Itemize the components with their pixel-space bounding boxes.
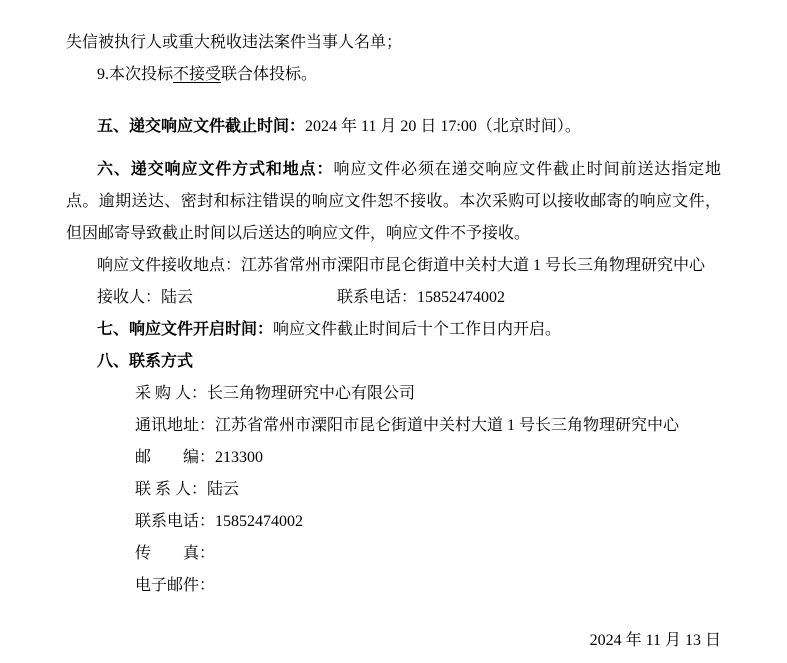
section5-heading: 五、递交响应文件截止时间： <box>97 118 306 135</box>
section5-body: 2024 年 11 月 20 日 17:00（北京时间）。 <box>305 118 581 135</box>
contact-value: 陆云 <box>207 481 240 498</box>
section6-paragraph <box>66 154 721 250</box>
clause9-line <box>66 59 721 91</box>
receiver-line <box>66 282 721 314</box>
section5-line <box>66 111 721 143</box>
receive-location-line <box>66 250 721 282</box>
clause9-suffix: 联合体投标。 <box>221 66 318 83</box>
contact-label: 邮 编： <box>135 449 216 466</box>
section7-line <box>66 314 721 346</box>
contact-label: 通讯地址： <box>135 417 216 434</box>
contact-row-phone <box>135 506 721 538</box>
section7-body: 响应文件截止时间后十个工作日内开启。 <box>273 321 562 338</box>
contact-row-purchaser <box>135 378 721 410</box>
contact-value: 213300 <box>215 449 264 466</box>
contact-value: 15852474002 <box>215 513 304 530</box>
contact-row-email <box>135 570 721 602</box>
section6-heading: 六、递交响应文件方式和地点： <box>97 161 334 178</box>
contact-value: 长三角物理研究中心有限公司 <box>207 385 416 402</box>
contact-row-postcode <box>135 442 721 474</box>
contact-value: 江苏省常州市溧阳市昆仑街道中关村大道 1 号长三角物理研究中心 <box>215 417 680 434</box>
contact-row-address <box>135 410 721 442</box>
receiver-phone-label: 联系电话： <box>337 289 418 306</box>
document-date: 2024 年 11 月 13 日 <box>589 632 721 649</box>
carryover-line: 失信被执行人或重大税收违法案件当事人名单； <box>66 34 403 51</box>
contact-row-fax <box>135 538 721 570</box>
contact-label: 联 系 人： <box>135 481 208 498</box>
section6-body: 响应文件必须在递交响应文件截止时间前送达指定地点。逾期送达、密封和标注错误的响应文件恕不接收。本次采购可以接收邮寄的响应文件，但因邮寄导致截止时间以后送达的响应文件，响应文件不予接收。 <box>66 161 721 242</box>
section7-heading: 七、响应文件开启时间： <box>97 321 274 338</box>
clause9-underlined-text: 不接受 <box>173 66 222 83</box>
receive-location-value: 江苏省常州市溧阳市昆仑街道中关村大道 1 号长三角物理研究中心 <box>241 257 706 274</box>
contact-label: 传 真： <box>135 545 216 562</box>
section8-heading: 八、联系方式 <box>97 353 194 370</box>
receiver-phone-value: 15852474002 <box>417 289 506 306</box>
contact-label: 联系电话： <box>135 513 216 530</box>
contact-label: 电子邮件： <box>135 577 216 594</box>
receive-location-label: 响应文件接收地点： <box>97 257 242 274</box>
contact-row-contact-person <box>135 474 721 506</box>
receiver-label: 接收人： <box>97 289 162 306</box>
clause9-prefix: 9.本次投标 <box>97 66 174 83</box>
contact-label: 采 购 人： <box>135 385 208 402</box>
receiver-value: 陆云 <box>161 289 194 306</box>
